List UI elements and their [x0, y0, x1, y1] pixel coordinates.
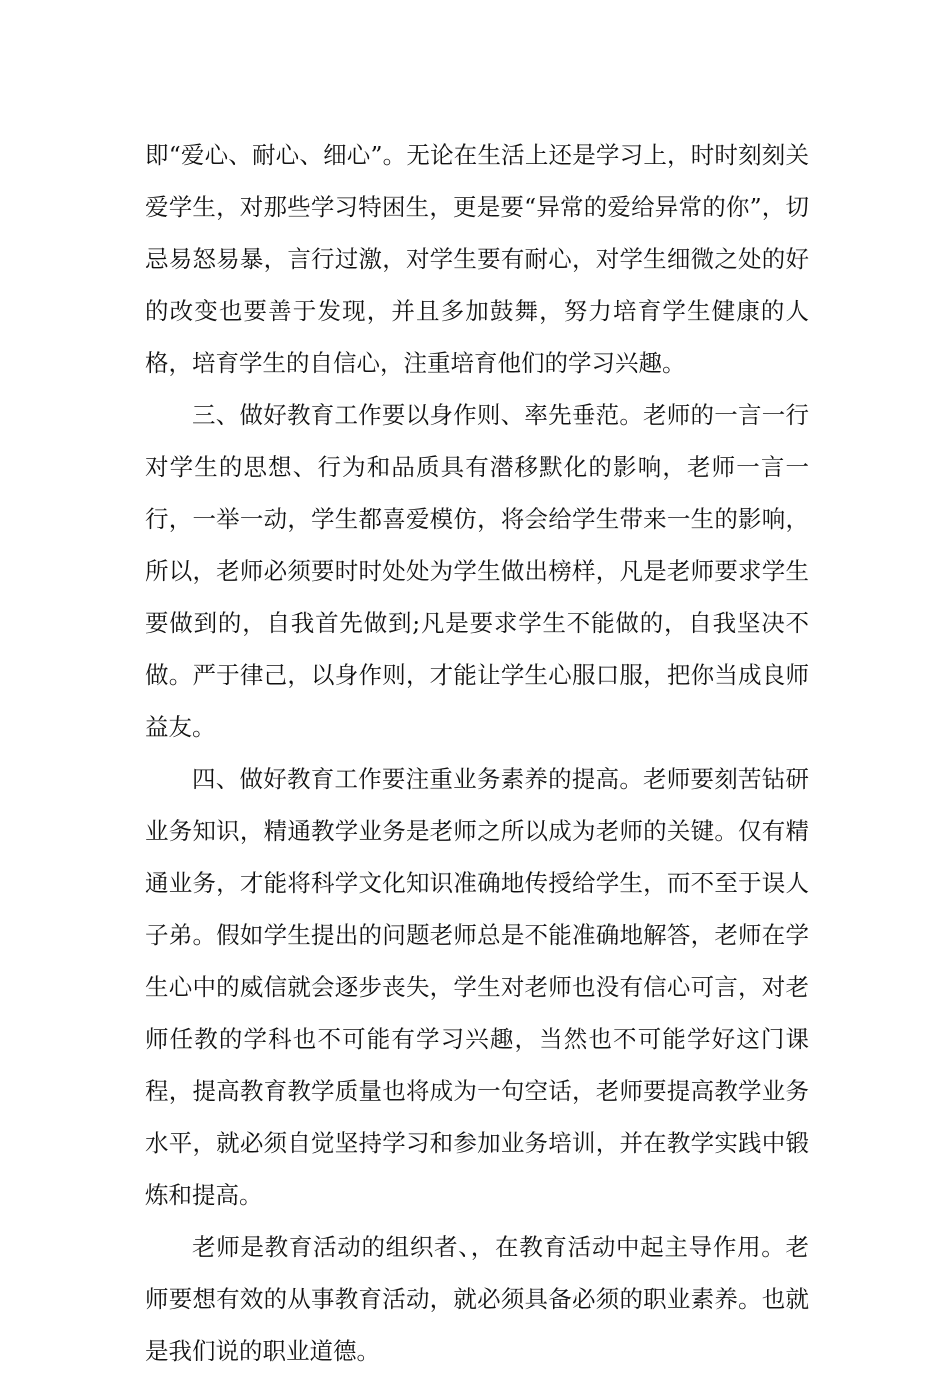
paragraph-section-three: 三、做好教育工作要以身作则、率先垂范。老师的一言一行对学生的思想、行为和品质具有潜移默化的影响，老师一言一行，一举一动，学生都喜爱模仿，将会给学生带来一生的影响，所以，老师必须要时时处处为学生做出榜样，凡是老师要求学生要做到的，自我首先做到;凡是要求学生不能做的，自我坚决不做。严于律己，以身作则，才能让学生心服口服，把你当成良师益友。: [145, 401, 809, 741]
paragraph-continuation: 即“爱心、耐心、细心”。无论在生活上还是学习上，时时刻刻关爱学生，对那些学习特困生，更是要“异常的爱给异常的你”，切忌易怒易暴，言行过激，对学生要有耐心，对学生细微之处的好的改变也要善于发现，并且多加鼓舞，努力培育学生健康的人格，培育学生的自信心，注重培育他们的学习兴趣。: [145, 141, 809, 377]
paragraph-section-four: 四、做好教育工作要注重业务素养的提高。老师要刻苦钻研业务知识，精通教学业务是老师之所以成为老师的关键。仅有精通业务，才能将科学文化知识准确地传授给学生，而不至于误人子弟。假如学生提出的问题老师总是不能准确地解答，老师在学生心中的威信就会逐步丧失，学生对老师也没有信心可言，对老师任教的学科也不可能有学习兴趣，当然也不可能学好这门课程，提高教育教学质量也将成为一句空话，老师要提高教学业务水平，就必须自觉坚持学习和参加业务培训，并在教学实践中锻炼和提高。: [145, 765, 809, 1209]
paragraph-conclusion: 老师是教育活动的组织者、，在教育活动中起主导作用。老师要想有效的从事教育活动，就必须具备必须的职业素养。也就是我们说的职业道德。: [145, 1233, 809, 1365]
document-body: [145, 129, 809, 1377]
